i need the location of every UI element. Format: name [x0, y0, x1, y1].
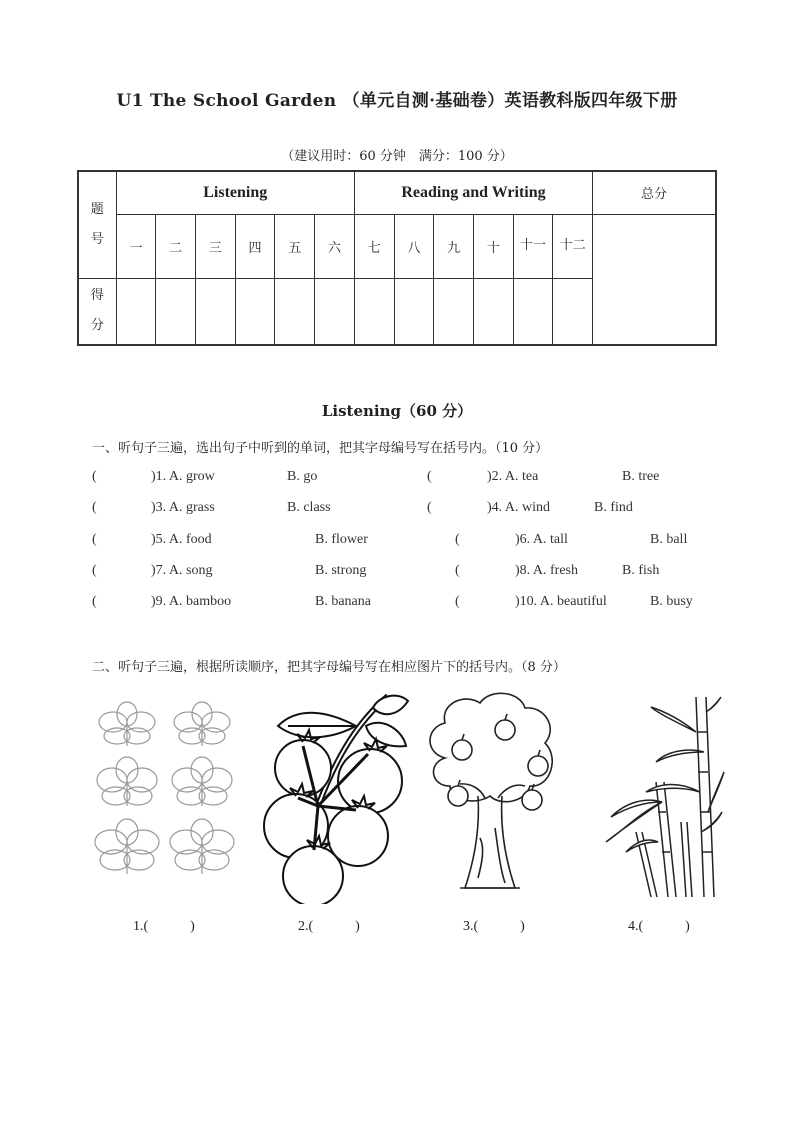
part2-instruction: 二、听句子三遍，根据所读顺序，把其字母编号写在相应图片下的括号内。（8 分）: [92, 660, 566, 675]
score-cell[interactable]: [235, 278, 275, 345]
reading-writing-header: Reading and Writing: [354, 171, 592, 214]
picture-4-answer[interactable]: 4.( ): [628, 919, 690, 934]
apple-tree-icon: [420, 688, 560, 900]
score-cell[interactable]: [116, 278, 156, 345]
question-number-cell: 十二: [553, 214, 593, 278]
question-number-cell: 十: [473, 214, 513, 278]
score-table: [77, 170, 717, 346]
score-cell[interactable]: [394, 278, 434, 345]
question-number-cell: 四: [235, 214, 275, 278]
picture-2-answer[interactable]: 2.( ): [298, 919, 360, 934]
score-cell[interactable]: [196, 278, 236, 345]
total-header: 总分: [593, 171, 716, 214]
time-and-score-note: （建议用时：60 分钟 满分：100 分）: [281, 149, 513, 164]
score-cell[interactable]: [473, 278, 513, 345]
section-title: Listening（60 分）: [321, 402, 473, 420]
score-cell[interactable]: [156, 278, 196, 345]
bamboo-icon: [596, 692, 726, 902]
score-cell[interactable]: [553, 278, 593, 345]
question-number-cell: 五: [275, 214, 315, 278]
score-cell[interactable]: [275, 278, 315, 345]
question-number-cell: 十一: [513, 214, 553, 278]
question-number-header: 题 号: [78, 171, 116, 278]
score-row-header: 得 分: [78, 278, 116, 345]
picture-3-answer[interactable]: 3.( ): [463, 919, 525, 934]
tomato-vine-icon: [258, 686, 410, 904]
score-cell[interactable]: [434, 278, 474, 345]
part1-instruction: 一、听句子三遍，选出句子中听到的单词，把其字母编号写在括号内。（10 分）: [92, 441, 549, 456]
cabbage-seedlings-icon: [92, 698, 242, 893]
question-number-cell: 一: [116, 214, 156, 278]
picture-1-answer[interactable]: 1.( ): [133, 919, 195, 934]
question-number-cell: 七: [354, 214, 394, 278]
question-number-cell: 三: [196, 214, 236, 278]
score-cell[interactable]: [513, 278, 553, 345]
listening-header: Listening: [116, 171, 354, 214]
total-score-cell[interactable]: [593, 214, 716, 345]
question-number-cell: 六: [315, 214, 355, 278]
score-cell[interactable]: [354, 278, 394, 345]
page-title: U1 The School Garden （单元自测·基础卷）英语教科版四年级下册: [116, 91, 678, 111]
score-cell[interactable]: [315, 278, 355, 345]
question-number-cell: 二: [156, 214, 196, 278]
question-number-cell: 九: [434, 214, 474, 278]
question-number-cell: 八: [394, 214, 434, 278]
